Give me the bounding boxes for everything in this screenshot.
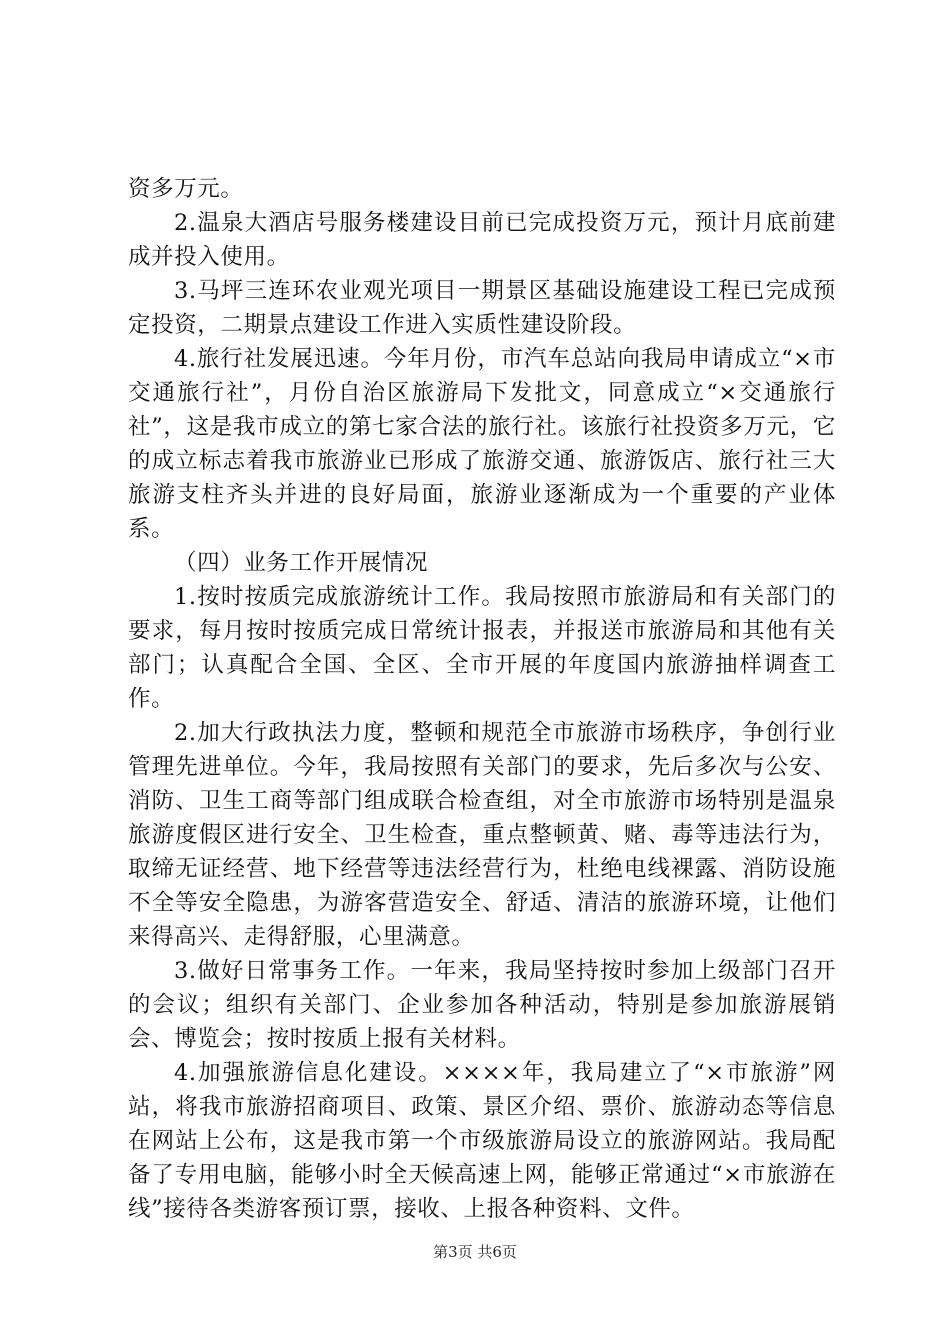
paragraph-9: 4.加强旅游信息化建设。××××年，我局建立了“×市旅游”网站，将我市旅游招商项目、政策、景区介绍、票价、旅游动态等信息在网站上公布，这是我市第一个市级旅游局设立的旅游网站。我局配备了专用电脑，能够小时全天候高速上网，能够正常通过“×市旅游在线”接待各类游客预订票，接收、上报各种资料、文件。	[128, 1060, 836, 1222]
paragraph-8: 3.做好日常事务工作。一年来，我局坚持按时参加上级部门召开的会议；组织有关部门、企业参加各种活动，特别是参加旅游展销会、博览会；按时按质上报有关材料。	[128, 958, 836, 1052]
paragraph-7: 2.加大行政执法力度，整顿和规范全市旅游市场秩序，争创行业管理先进单位。今年，我局按照有关部门的要求，先后多次与公安、消防、卫生工商等部门组成联合检查组，对全市旅游市场特别是温泉旅游度假区进行安全、卫生检查，重点整顿黄、赌、毒等违法行为，取缔无证经营、地下经营等违法经营行为，杜绝电线裸露、消防设施不全等安全隐患，为游客营造安全、舒适、清洁的旅游环境，让他们来得高兴、走得舒服，心里满意。	[128, 720, 836, 950]
paragraph-6: 1.按时按质完成旅游统计工作。我局按照市旅游局和有关部门的要求，每月按时按质完成日常统计报表，并报送市旅游局和其他有关部门；认真配合全国、全区、全市开展的年度国内旅游抽样调查工作。	[128, 584, 836, 712]
paragraph-2: 2.温泉大酒店号服务楼建设目前已完成投资万元，预计月底前建成并投入使用。	[128, 210, 836, 270]
paragraph-3: 3.马坪三连环农业观光项目一期景区基础设施建设工程已完成预定投资，二期景点建设工作进入实质性建设阶段。	[128, 278, 836, 338]
document-body	[128, 172, 836, 1226]
paragraph-1: 资多万元。	[128, 176, 244, 202]
section-heading: （四）业务工作开展情况	[174, 550, 429, 576]
paragraph-4: 4.旅行社发展迅速。今年月份，市汽车总站向我局申请成立“×市交通旅行社”，月份自治区旅游局下发批文，同意成立“×交通旅行社”，这是我市成立的第七家合法的旅行社。该旅行社投资多万元，它的成立标志着我市旅游业已形成了旅游交通、旅游饭店、旅行社三大旅游支柱齐头并进的良好局面，旅游业逐渐成为一个重要的产业体系。	[128, 346, 836, 542]
page-footer: 第3页 共6页	[433, 1243, 517, 1261]
